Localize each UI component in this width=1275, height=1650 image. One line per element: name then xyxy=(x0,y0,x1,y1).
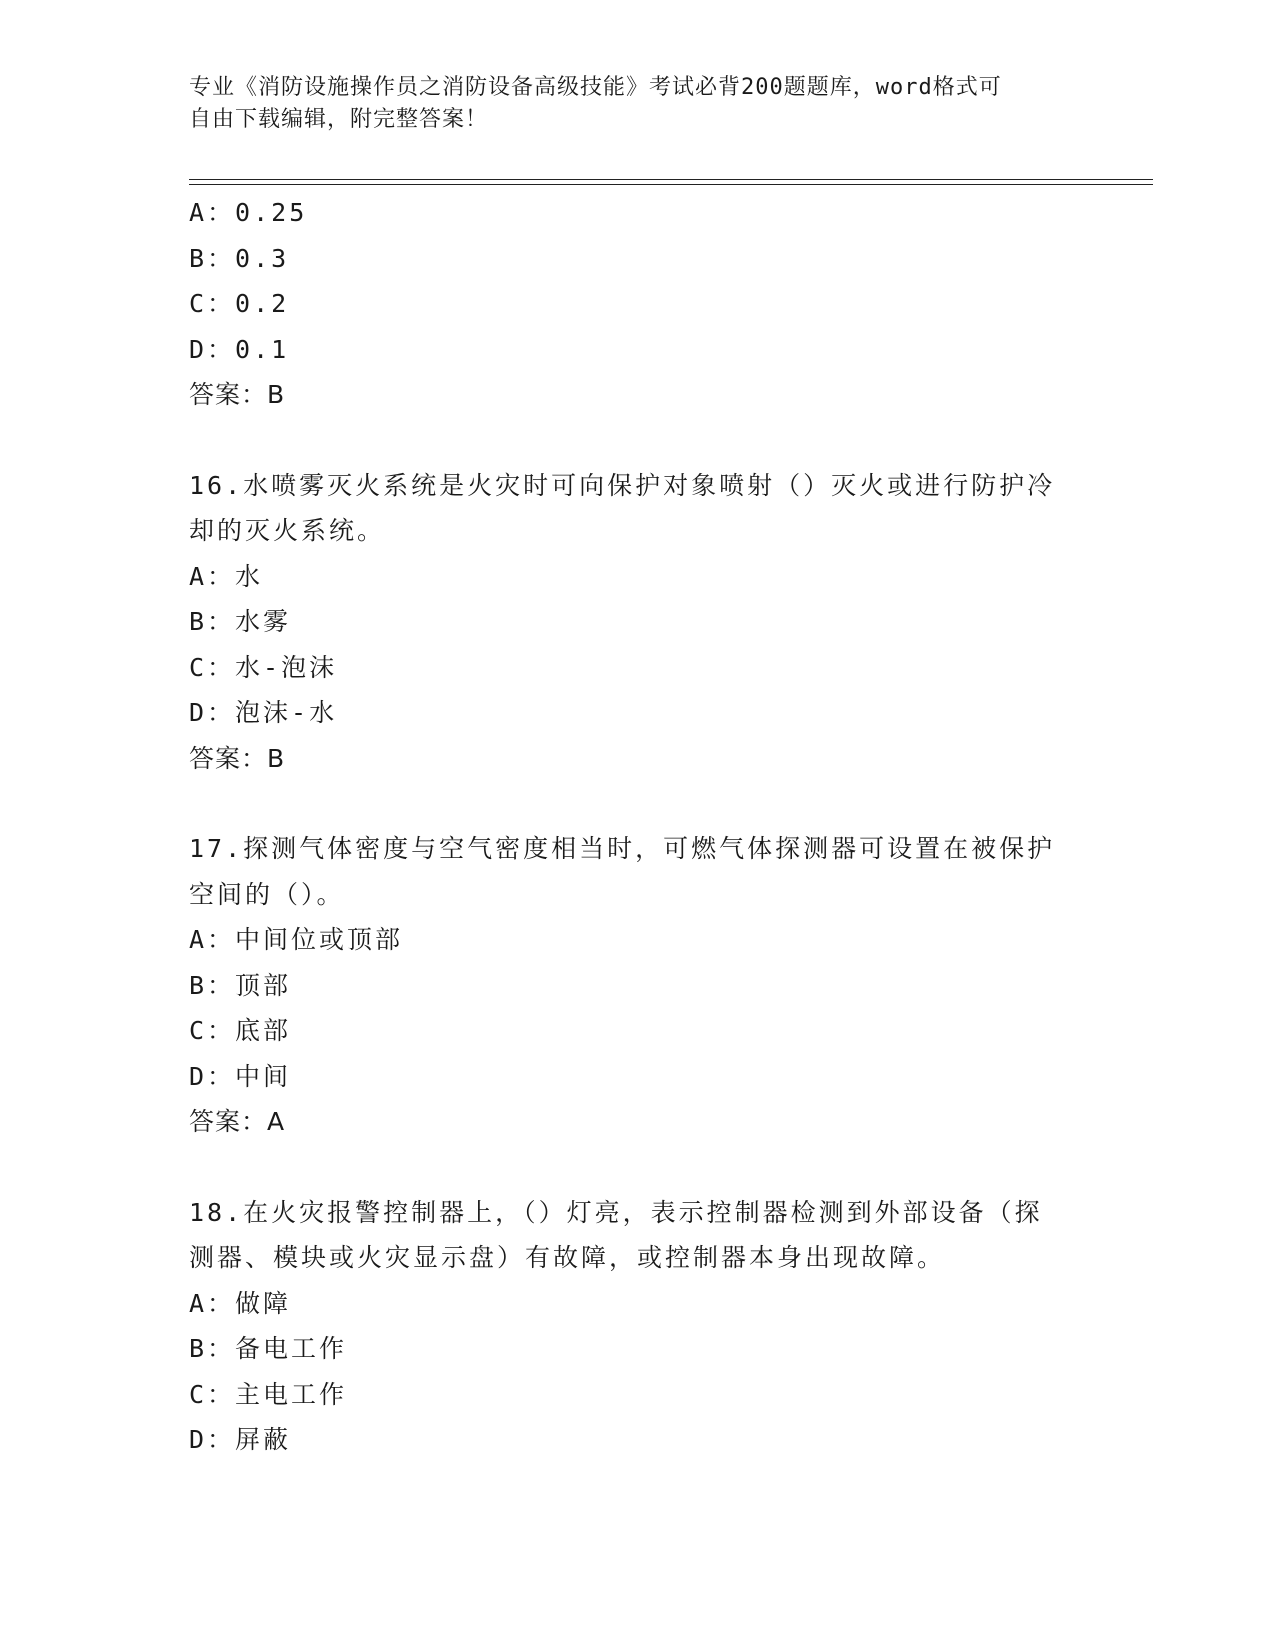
option-b: B：备电工作 xyxy=(189,1334,348,1363)
question-text-line-2: 却的灭火系统。 xyxy=(189,516,386,545)
header-divider-top xyxy=(189,179,1153,180)
option-c: C：底部 xyxy=(189,1016,292,1045)
question-list xyxy=(189,190,1089,1463)
option-b: B：0.3 xyxy=(189,243,290,273)
question-text-line-2: 空间的（）。 xyxy=(189,879,345,909)
question-text-line-1: 17.探测气体密度与空气密度相当时，可燃气体探测器可设置在被保护 xyxy=(189,834,1056,863)
spacer xyxy=(189,1145,1089,1190)
question-text-line-1: 18.在火灾报警控制器上，（）灯亮，表示控制器检测到外部设备（探 xyxy=(189,1197,1043,1227)
question-15 xyxy=(189,190,1089,418)
answer-line: 答案：B xyxy=(189,743,286,773)
option-b: B：顶部 xyxy=(189,970,292,1000)
question-16 xyxy=(189,463,1089,782)
option-d: D：中间 xyxy=(189,1061,292,1091)
option-a: A：做障 xyxy=(189,1288,292,1318)
spacer xyxy=(189,781,1089,826)
document-header xyxy=(189,72,1069,136)
option-b: B：水雾 xyxy=(189,607,292,636)
option-d: D：0.1 xyxy=(189,334,290,364)
answer-line: 答案：B xyxy=(189,380,286,409)
answer-line: 答案：A xyxy=(189,1107,286,1136)
header-line-2: 自由下载编辑，附完整答案！ xyxy=(189,107,489,132)
header-divider-bottom xyxy=(189,184,1153,185)
option-d: D：屏蔽 xyxy=(189,1425,292,1454)
question-text-line-2: 测器、模块或火灾显示盘）有故障，或控制器本身出现故障。 xyxy=(189,1243,946,1272)
option-c: C：0.2 xyxy=(189,289,290,318)
question-text-line-1: 16.水喷雾灭火系统是火灾时可向保护对象喷射（）灭火或进行防护冷 xyxy=(189,470,1056,500)
option-c: C：水-泡沫 xyxy=(189,652,338,682)
option-a: A：0.25 xyxy=(189,198,308,227)
question-18 xyxy=(189,1190,1089,1463)
option-a: A：水 xyxy=(189,561,264,591)
header-line-1: 专业《消防设施操作员之消防设备高级技能》考试必背200题题库，word格式可 xyxy=(189,75,1002,100)
option-a: A：中间位或顶部 xyxy=(189,925,404,954)
spacer xyxy=(189,418,1089,463)
option-d: D：泡沫-水 xyxy=(189,698,338,727)
option-c: C：主电工作 xyxy=(189,1379,348,1409)
question-17 xyxy=(189,826,1089,1145)
